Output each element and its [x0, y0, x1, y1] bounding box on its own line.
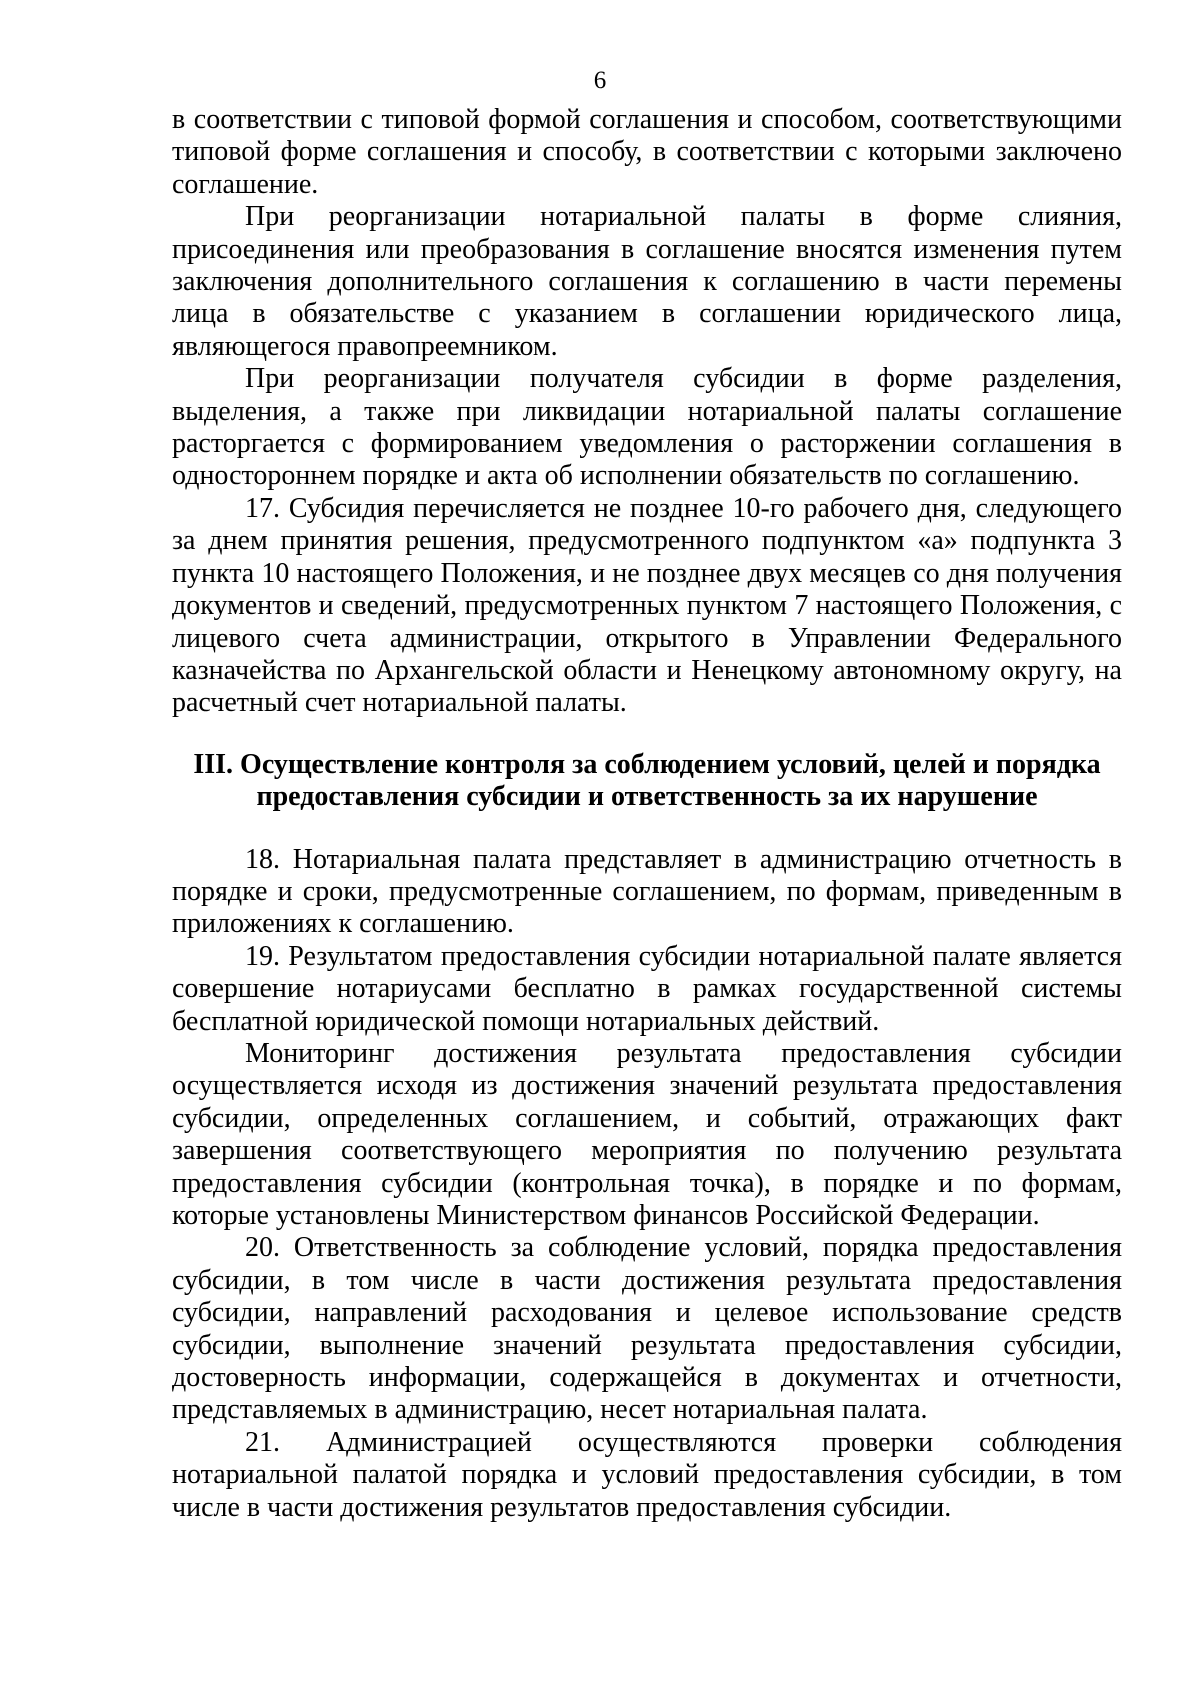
paragraph-reorganization-merger: При реорганизации нотариальной палаты в форме слияния, присоединения или преобразования в соглашение вносятся изменения путем заключения дополнительного соглашения к соглашению в части перемены лица в обязательстве с указанием в соглашении юридического лица, являющегося правопреемником.: [172, 201, 1122, 362]
section-heading-line-2: предоставления субсидии и ответственность за их нарушение: [256, 781, 1038, 813]
paragraph-item-18: 18. Нотариальная палата представляет в администрацию отчетность в порядке и сроки, предусмотренные соглашением, по формам, приведенным в приложениях к соглашению.: [172, 843, 1122, 940]
paragraph-reorganization-division: При реорганизации получателя субсидии в форме разделения, выделения, а также при ликвидации нотариальной палаты соглашение расторгается с формированием уведомления о расторжении соглашения в одностороннем порядке и акта об исполнении обязательств по соглашению.: [172, 363, 1122, 492]
paragraph-monitoring: Мониторинг достижения результата предоставления субсидии осуществляется исходя из достижения значений результата предоставления субсидии, определенных соглашением, и событий, отражающих факт завершения соответствующего мероприятия по получению результата предоставления субсидии (контрольная точка), в порядке и по формам, которые установлены Министерством финансов Российской Федерации.: [172, 1037, 1122, 1231]
page-number: 6: [593, 67, 607, 94]
paragraph-item-21: 21. Администрацией осуществляются проверки соблюдения нотариальной палатой порядка и условий предоставления субсидии, в том числе в части достижения результатов предоставления субсидии.: [172, 1426, 1122, 1523]
paragraph-item-17: 17. Субсидия перечисляется не позднее 10-го рабочего дня, следующего за днем принятия решения, предусмотренного подпунктом «а» подпункта 3 пункта 10 настоящего Положения, и не позднее двух месяцев со дня получения документов и сведений, предусмотренных пунктом 7 настоящего Положения, с лицевого счета администрации, открытого в Управлении Федерального казначейства по Архангельской области и Ненецкому автономному округу, на расчетный счет нотариальной палаты.: [172, 492, 1122, 719]
document-body: [172, 104, 1122, 1524]
section-heading-line-1: III. Осуществление контроля за соблюдением условий, целей и порядка: [193, 748, 1101, 780]
paragraph-item-20: 20. Ответственность за соблюдение условий, порядка предоставления субсидии, в том числе в части достижения результата предоставления субсидии, направлений расходования и целевое использование средств субсидии, выполнение значений результата предоставления субсидии, достоверность информации, содержащейся в документах и отчетности, представляемых в администрацию, несет нотариальная палата.: [172, 1232, 1122, 1426]
section-heading: [172, 749, 1122, 814]
paragraph-item-19: 19. Результатом предоставления субсидии нотариальной палате является совершение нотариусами бесплатно в рамках государственной системы бесплатной юридической помощи нотариальных действий.: [172, 940, 1122, 1037]
paragraph-continuation: в соответствии с типовой формой соглашения и способом, соответствующими типовой форме соглашения и способу, в соответствии с которыми заключено соглашение.: [172, 104, 1122, 200]
